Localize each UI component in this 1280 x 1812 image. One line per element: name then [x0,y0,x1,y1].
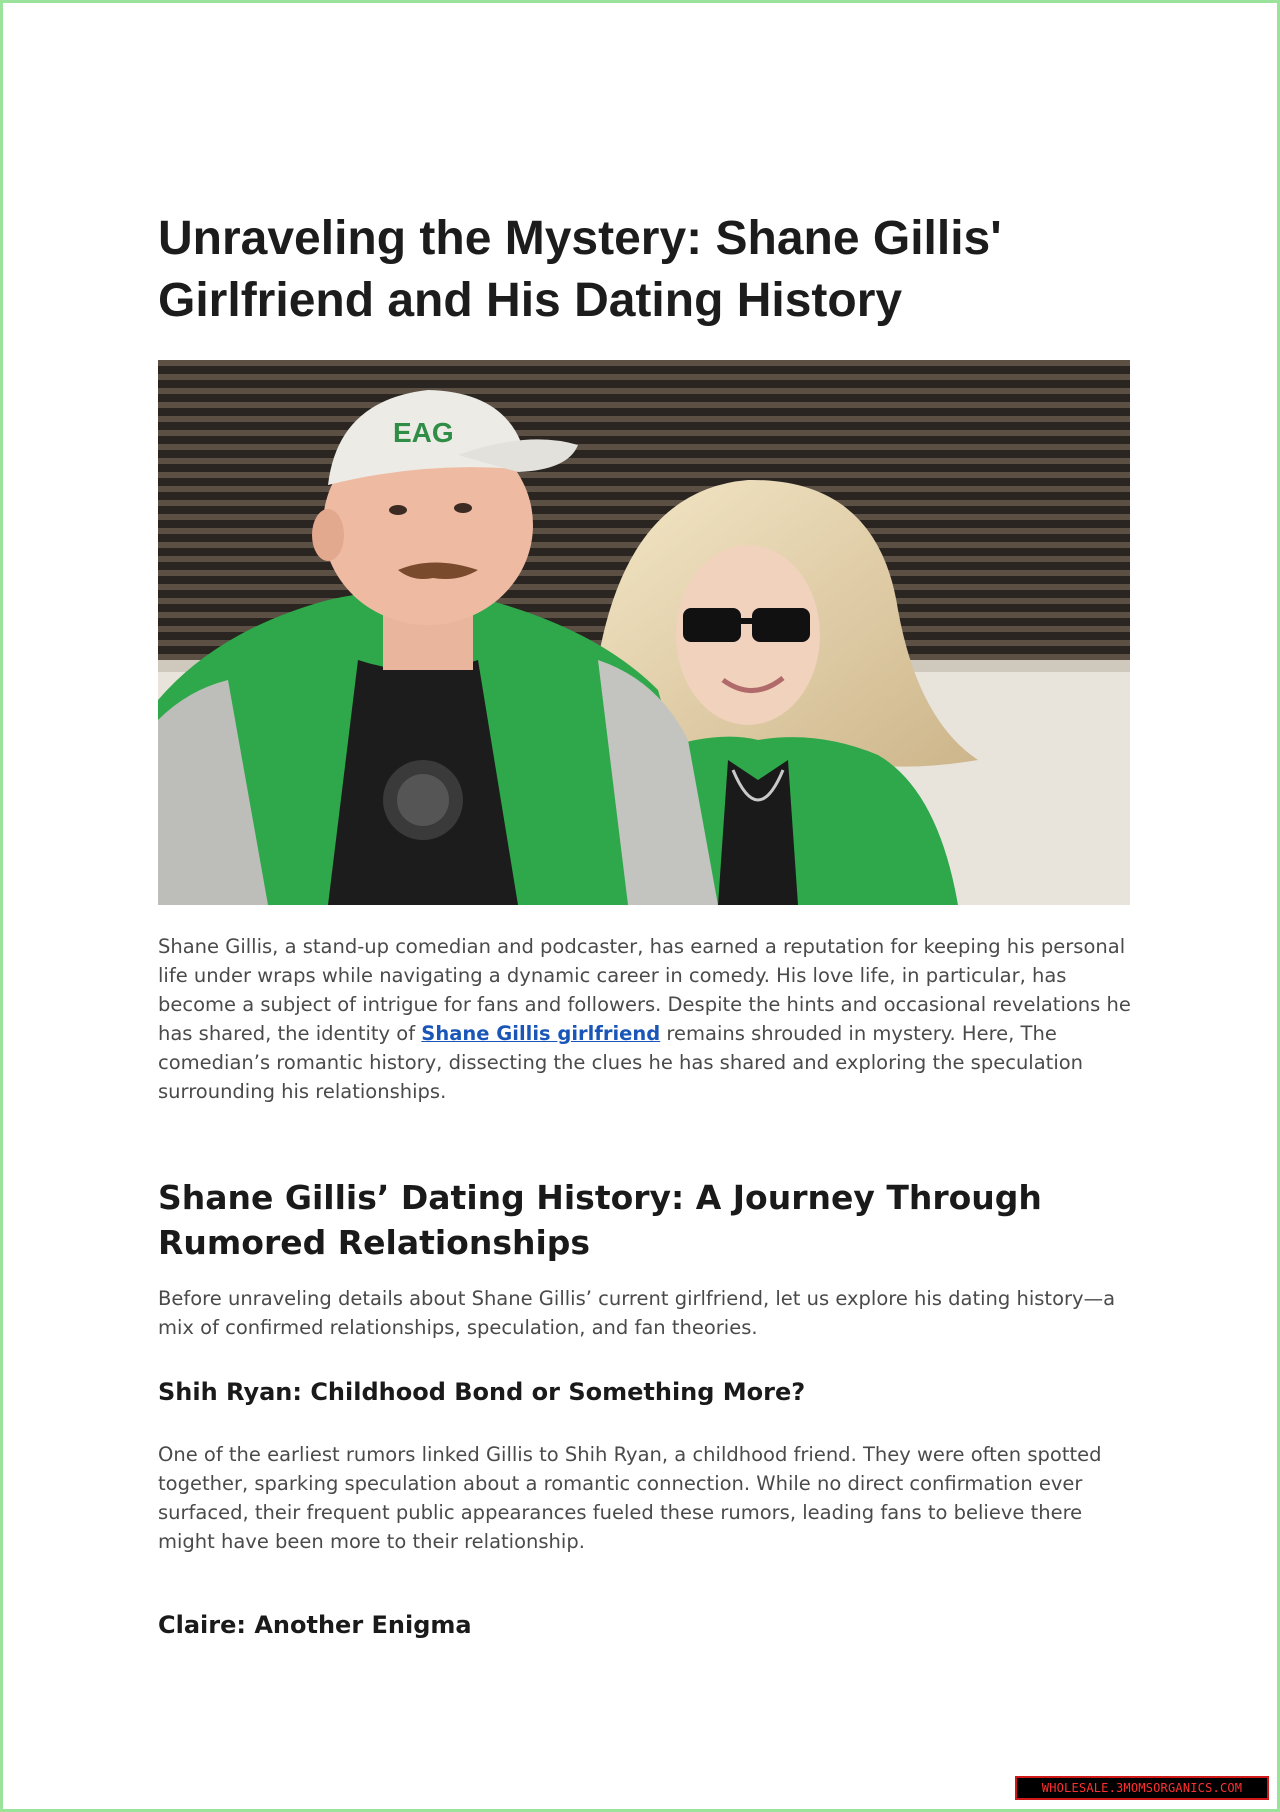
article-title: Unraveling the Mystery: Shane Gillis' Girlfriend and His Dating History [158,212,1002,327]
article [158,208,1131,1639]
section-paragraph: Before unraveling details about Shane Gillis’ current girlfriend, let us explore his dating history—a mix of confirmed relationships, speculation, and fan theories. [158,1287,1116,1339]
watermark-label: WHOLESALE.3MOMSORGANICS.COM [1015,1776,1269,1800]
hero-photo [158,360,1130,905]
intro-text-start: Shane Gillis, a stand-up comedian and podcaster, has earned a reputation for keeping his personal life under wraps while navigating a dynamic career in comedy. His love life, in particular, has become a subject of intrigue for fans and followers. Despite the hints and occasional revelations he has shared, the identity of [158,935,1131,1045]
shih-ryan-paragraph: One of the earliest rumors linked Gillis to Shih Ryan, a childhood friend. They were often spotted together, sparking speculation about a romantic connection. While no direct confirmation ever surfaced, their frequent public appearances fueled these rumors, leading fans to believe there might have been more to their relationship. [158,1443,1102,1553]
cap-logo-text: EAG [393,417,454,448]
subheading-claire: Claire: Another Enigma [158,1611,472,1639]
section-heading: Shane Gillis’ Dating History: A Journey Through Rumored Relationships [158,1178,1042,1262]
intro-text-end: remains shrouded in mystery. Here, The comedian’s romantic history, dissecting the clues he has shared and exploring the speculation surrounding his relationships. [158,1022,1084,1103]
intro-paragraph [158,932,1133,1106]
subheading-shih-ryan: Shih Ryan: Childhood Bond or Something More? [158,1378,806,1406]
hero-photo-illustration [158,360,1130,905]
girlfriend-link[interactable]: Shane Gillis girlfriend [421,1022,661,1045]
